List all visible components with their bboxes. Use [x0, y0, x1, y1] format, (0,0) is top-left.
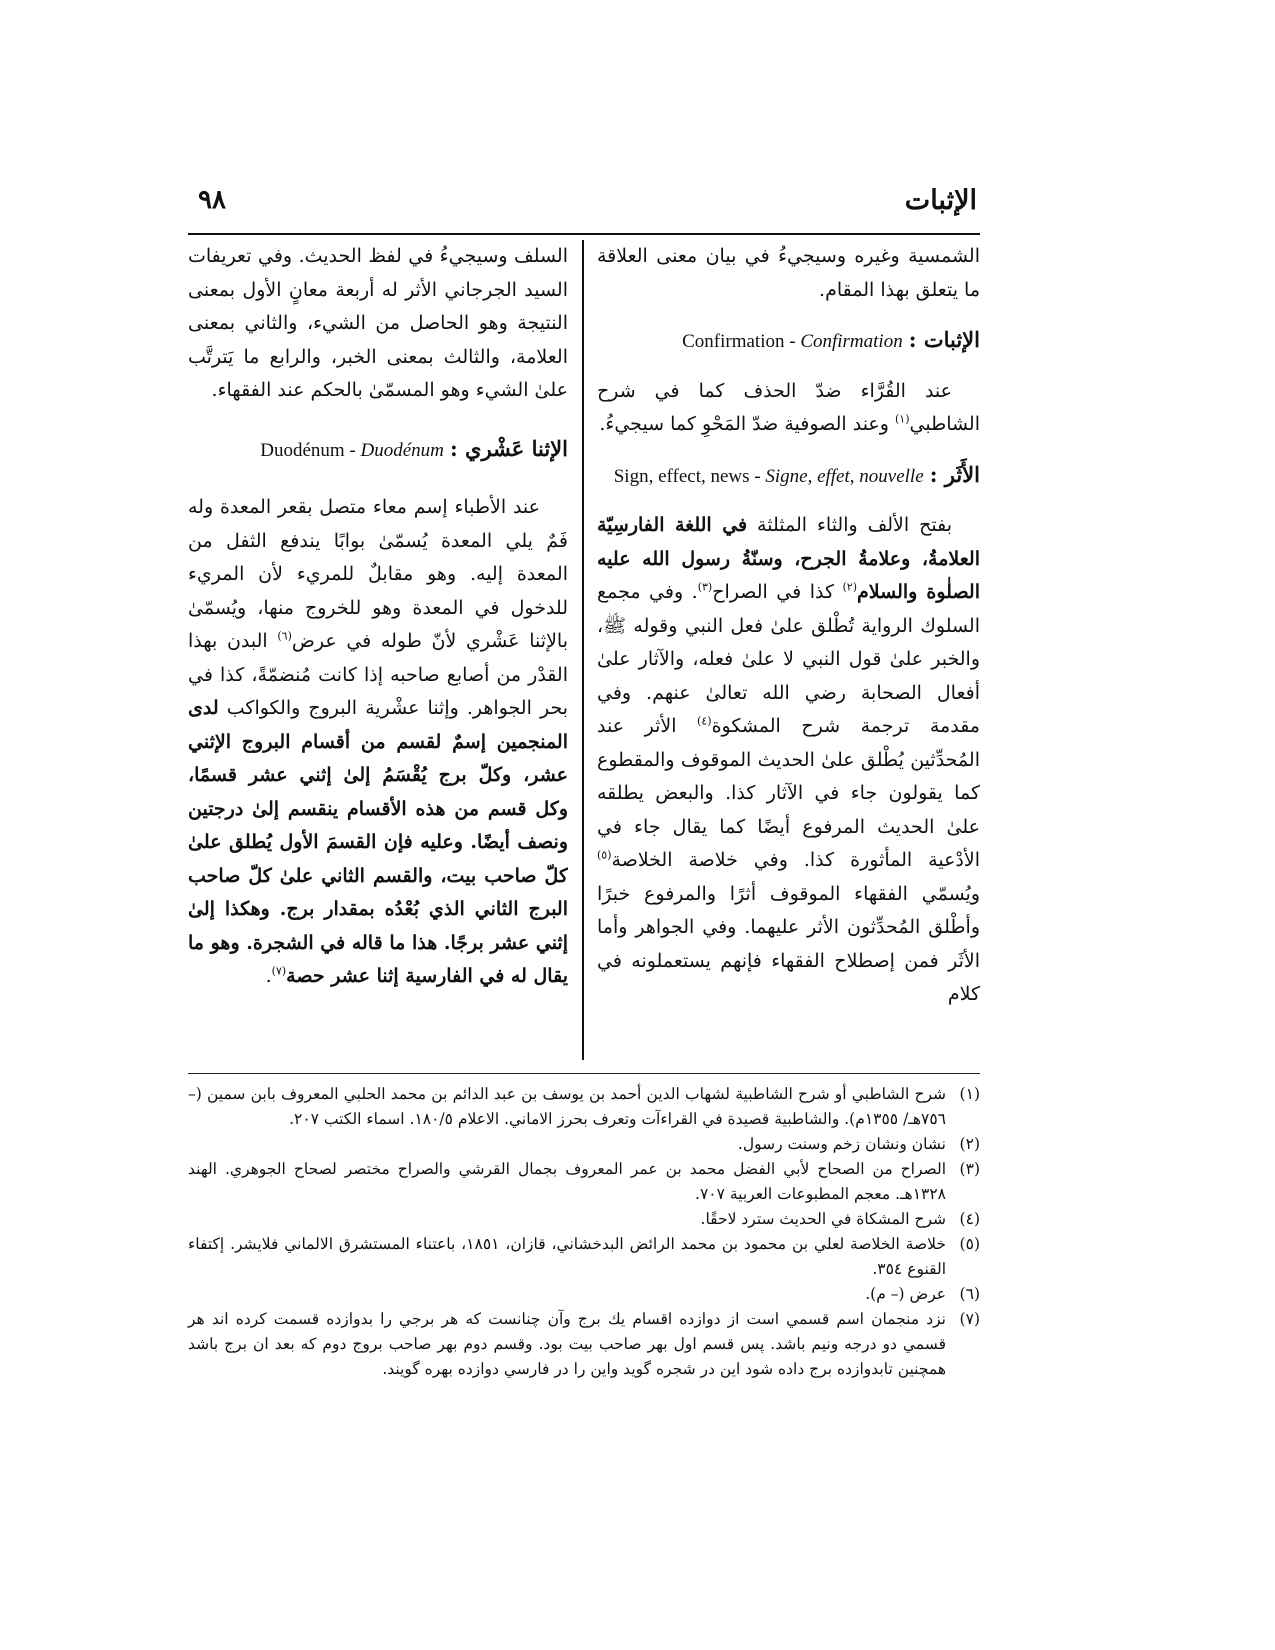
footnote	[188, 1157, 980, 1207]
paragraph: السلف وسيجيءُ في لفظ الحديث. وفي تعريفات السيد الجرجاني الأثر له أربعة معانٍ الأول بمعنى النتيجة وهو الحاصل من الشيء، والثاني بمعنى العلامة، والثالث بمعنى الخبر، والرابع ما يَترتَّب علىٰ الشيء وهو المسمّىٰ بالحكم عند الفقهاء.	[188, 245, 568, 401]
footnote-ref: (٢)	[842, 580, 858, 594]
entry-term: الإثنا عَشْري :	[449, 435, 568, 461]
header-rule	[188, 233, 980, 235]
entry-term: الإثبات :	[908, 327, 980, 352]
paragraph: بفتح الألف والثاء المثلثة في اللغة الفارسِيّة العلامةُ، وعلامةُ الجرح، وسنّةُ رسول الله عليه الصلٰوة والسلام$^{(٢)}$ كذا في الصراح$^{(٣)}$. وفي مجمع السلوك الرواية تُطْلق علىٰ فعل النبي وقوله ﷺ، والخبر علىٰ قول النبي لا علىٰ فعله، والآثار علىٰ أفعال الصحابة رضي الله تعالىٰ عنهم. وفي مقدمة ترجمة شرح المشكوة$^{(٤)}$ الأثر عند المُحدِّثين يُطْلق علىٰ الحديث الموقوف والمقطوع كما يقولون جاء في الآثار كذا. والبعض يطلقه علىٰ الحديث المرفوع أيضًا كما يقال جاء في الأدْعية المأثورة كذا. وفي خلاصة الخلاصة$^{(٥)}$ ويُسمّي الفقهاء الموقوف أثرًا والمرفوع خبرًا وأطْلق المُحدِّثون الأثر عليهما. وفي الجواهر وأما الأثَر فمن إصطلاح الفقهاء فإنهم يستعملونه في كلام	[597, 514, 980, 1005]
page-number: ٩٨	[198, 185, 226, 215]
footnote-text: شرح المشكاة في الحديث سترد لاحقًا.	[700, 1210, 946, 1228]
footnote-text: نزد منجمان اسم قسمي است از دوازده اقسام يك برج وآن چنانست كه هر برجي را بدوازده قسمت كرده اند هر قسمي دو درجه ونيم باشد. پس قسم اول بهر صاحب بيت بود. وقسم دوم بهر صاحب بروج دوم كه بعد ان برج باشد همچنين تابدوازده برج داده شود اين در شجره گويد واين را در فارسي دوازده بهره گويند.	[188, 1310, 946, 1378]
entry-heading-ithna-ashari	[188, 432, 568, 468]
footnote	[188, 1232, 980, 1282]
entry-translation: Duodénum - Duodénum	[260, 439, 444, 461]
footnote-rule	[188, 1073, 980, 1074]
footnote-text: خلاصة الخلاصة لعلي بن محمود بن محمد الرائض البدخشاني، قازان، ١٨٥١، باعتناء المستشرق الالماني فلايشر. إكتفاء القنوع ٣٥٤.	[188, 1235, 946, 1278]
footnote-text: نشان ونشان زخم وسنت رسول.	[737, 1135, 946, 1153]
footnote	[188, 1207, 980, 1232]
entry-heading-ithbat	[597, 323, 980, 359]
footnote-text: شرح الشاطبي أو شرح الشاطبية لشهاب الدين أحمد بن يوسف بن عبد الدائم بن محمد الحلبي المعروف بابن سمين (– ٧٥٦هـ/ ١٣٥٥م). والشاطبية قصيدة في القراءآت وتعرف بحرز الاماني. الاعلام ١٨٠/٥. اسماء الكتب ٢٠٧.	[188, 1085, 946, 1128]
footnote	[188, 1082, 980, 1132]
entry-heading-athar	[597, 458, 980, 494]
footnote-number: (٢)	[959, 1135, 980, 1153]
footnote-ref: (٣)	[697, 580, 713, 594]
footnote	[188, 1132, 980, 1157]
footnote-ref: (٤)	[697, 714, 712, 728]
footnote-ref: (١)	[894, 412, 910, 426]
footnote-ref: (٥)	[597, 848, 612, 862]
footnotes	[188, 1082, 980, 1382]
entry-translation: Sign, effect, news - Signe, effet, nouvelle	[613, 465, 924, 487]
entry-translation: Confirmation - Confirmation	[682, 331, 903, 352]
column-divider	[582, 240, 584, 1060]
footnote-number: (٥)	[959, 1235, 980, 1253]
paragraph: عند القُرَّاء ضدّ الحذف كما في شرح الشاطبي$^{(١)}$ وعند الصوفية ضدّ المَحْوِ كما سيجيءُ.	[597, 379, 980, 435]
footnote-text: الصراح من الصحاح لأبي الفضل محمد بن عمر المعروف بجمال القرشي والصراح مختصر لصحاح الجوهري. الهند ١٣٢٨هـ. معجم المطبوعات العربية ٧٠٧.	[188, 1160, 946, 1203]
running-header-title: الإثبات	[904, 185, 977, 216]
footnote-number: (٤)	[959, 1210, 980, 1228]
footnote-number: (٧)	[959, 1310, 980, 1328]
footnote-text: عرض (– م).	[865, 1285, 946, 1303]
footnote	[188, 1282, 980, 1307]
paragraph: الشمسية وغيره وسيجيءُ في بيان معنى العلاقة ما يتعلق بهذا المقام.	[597, 245, 980, 301]
footnote-number: (١)	[959, 1085, 980, 1103]
paragraph: عند الأطباء إسم معاء متصل بقعر المعدة وله فَمٌ يلي المعدة يُسمّىٰ بوابًا يندفع الثفل من المعدة إليه. وهو مقابلٌ للمريء لأن المريء للدخول في المعدة وهو للخروج منها، ويُسمّىٰ بالإثنا عَشْري لأنّ طوله في عرض$^{(٦)}$ البدن بهذا القدْر من أصابع صاحبه إذا كانت مُنضمّةً، كذا في بحر الجواهر. وإثنا عشْرية البروج والكواكب لدى المنجمين إسمٌ لقسم من أقسام البروج الإثني عشر، وكلّ برج يُقْسَمُ إلىٰ إثني عشر قسمًا، وكل قسم من هذه الأقسام ينقسم إلىٰ درجتين ونصف أيضًا. وعليه فإن القسمَ الأول يُطلق علىٰ كلّ صاحب بيت، والقسم الثاني علىٰ كلّ صاحب البرج الثاني الذي بُعْدُه بمقدار برج. وهكذا إلىٰ إثني عشر برجًا. هذا ما قاله في الشجرة. وهو ما يقال له في الفارسية إثنا عشر حصة$^{(٧)}$.	[188, 496, 568, 987]
entry-term: الأَثَر :	[929, 461, 980, 487]
footnote-number: (٦)	[959, 1285, 980, 1303]
right-column	[597, 240, 980, 1065]
footnote-ref: (٦)	[277, 629, 292, 643]
footnote-ref: (٧)	[271, 964, 287, 978]
footnote-number: (٣)	[959, 1160, 980, 1178]
footnote	[188, 1307, 980, 1382]
left-column	[188, 240, 568, 1065]
